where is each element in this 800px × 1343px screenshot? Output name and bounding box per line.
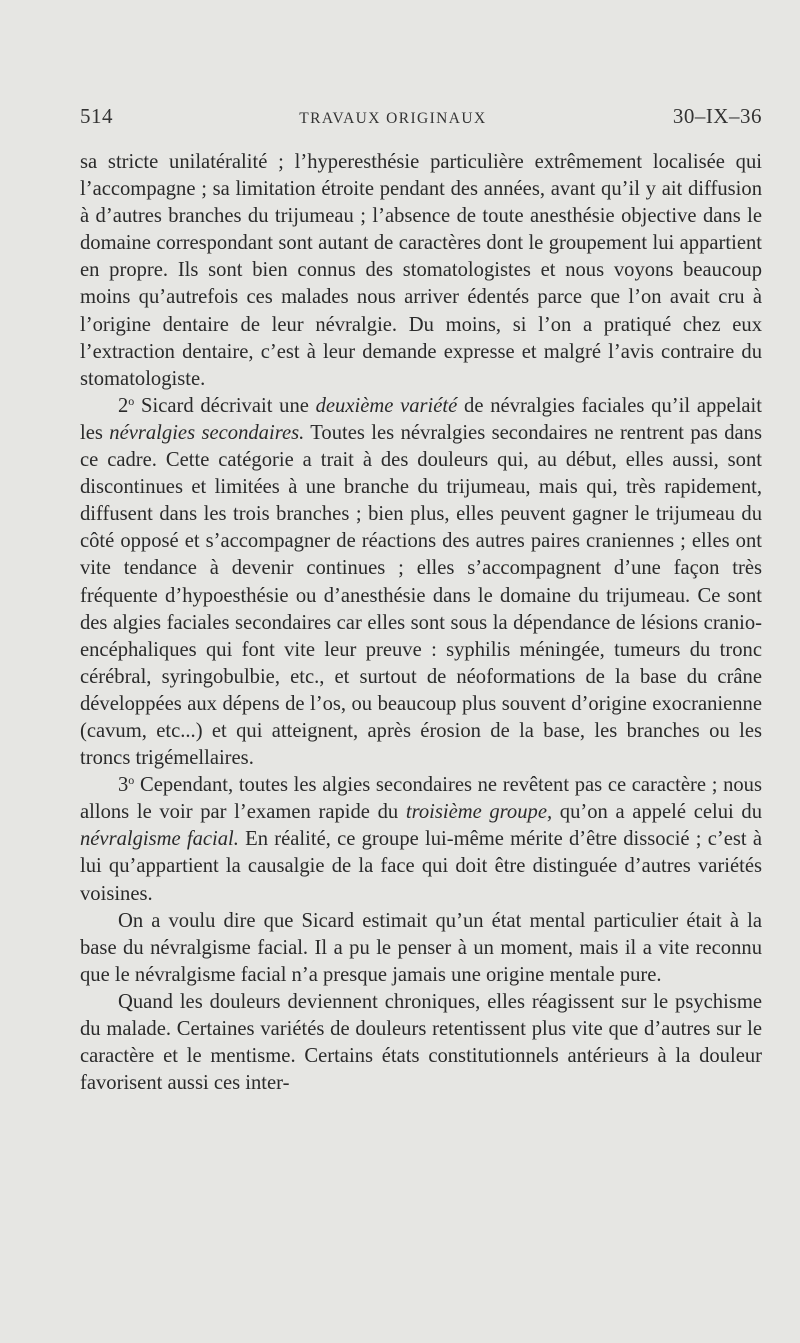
- running-header: [80, 104, 762, 129]
- text-run: Toutes les névralgies secondaires ne rentrent pas dans ce cadre. Cette catégorie a trait à des douleurs qui, au début, elles aussi, sont discontinues et limitées à une branche du trijumeau, mais qui, très rapidement, diffusent dans les trois branches ; bien plus, elles peuvent gagner le trijumeau du côté opposé et s’accompagner de réactions des autres paires craniennes ; elles ont vite tendance à devenir continues ; elles s’accompagnent d’une façon très fréquente d’hypoesthésie ou d’anesthésie dans le domaine du trijumeau. Ce sont des algies faciales secondaires car elles sont sous la dépendance de lésions cranio-encéphaliques qui font vite leur preuve : syphilis méningée, tumeurs du tronc cérébral, syringobulbie, etc., et surtout de néoformations de la base du crâne développées aux dépens de l’os, ou beaucoup plus souvent d’origine exocranienne (cavum, etc...) et qui atteignent, après érosion de la base, les branches ou les troncs trigémellaires.: [80, 421, 762, 770]
- text-run: de névralgies faciales qu’il appelait les: [80, 394, 762, 444]
- paragraph-p4: [80, 908, 762, 989]
- issue-date: 30–IX–36: [672, 104, 762, 128]
- article-body: [80, 149, 762, 1097]
- text-run: 2: [118, 394, 129, 417]
- text-run: qu’on a appelé celui du: [552, 801, 762, 824]
- text-run: Cependant, toutes les algies secondaires ne revêtent pas ce caractère ; nous allons le voir par l’examen rapide du: [80, 774, 762, 824]
- journal-title: TRAVAUX ORIGINAUX: [299, 110, 487, 127]
- text-run: sa stricte unilatéralité ; l’hyperesthésie particulière extrêmement localisée qui l’accompagne ; sa limitation étroite pendant des années, avant qu’il y ait diffusion à d’autres branches du trijumeau ; l’absence de toute anesthésie objective dans le domaine correspondant sont autant de caractères dont le groupement lui appartient en propre. Ils sont bien connus des stomatologistes et nous voyons beaucoup moins qu’autrefois ces malades nous arriver édentés parce que l’on avait cru à l’origine dentaire de leur névralgie. Du moins, si l’on a pratiqué chez eux l’extraction dentaire, c’est à leur demande expresse et malgré l’avis contraire du stomatologiste.: [80, 151, 762, 390]
- ordinal-mark: o: [128, 393, 135, 408]
- italic-term: deuxième variété: [315, 394, 458, 417]
- text-run: 3: [118, 774, 129, 797]
- italic-term: troisième groupe,: [405, 801, 553, 824]
- text-run: En réalité, ce groupe lui-même mérite d’être dissocié ; c’est à lui qu’appartient la causalgie de la face qui doit être distinguée d’autres variétés voisines.: [80, 828, 762, 905]
- text-run: On a voulu dire que Sicard estimait qu’un état mental particulier était à la base du névralgisme facial. Il a pu le penser à un moment, mais il a vite reconnu que le névralgisme facial n’a presque jamais une origine mentale pure.: [80, 909, 762, 986]
- text-run: Quand les douleurs deviennent chroniques, elles réagissent sur le psychisme du malade. Certaines variétés de douleurs retentissent plus vite que d’autres sur le caractère et le mentisme. Certains états constitutionnels antérieurs à la douleur favorisent aussi ces inter-: [80, 990, 762, 1095]
- paragraph-p5: [80, 989, 762, 1097]
- page-number: 514: [80, 104, 113, 128]
- ordinal-mark: o: [128, 773, 135, 788]
- paragraph-p1: [80, 149, 762, 393]
- paragraph-p3: [80, 772, 762, 907]
- paragraph-p2: [80, 393, 762, 772]
- text-run: Sicard décrivait une: [134, 394, 316, 417]
- italic-term: névralgies secondaires.: [109, 421, 305, 444]
- italic-term: névralgisme facial.: [80, 828, 239, 851]
